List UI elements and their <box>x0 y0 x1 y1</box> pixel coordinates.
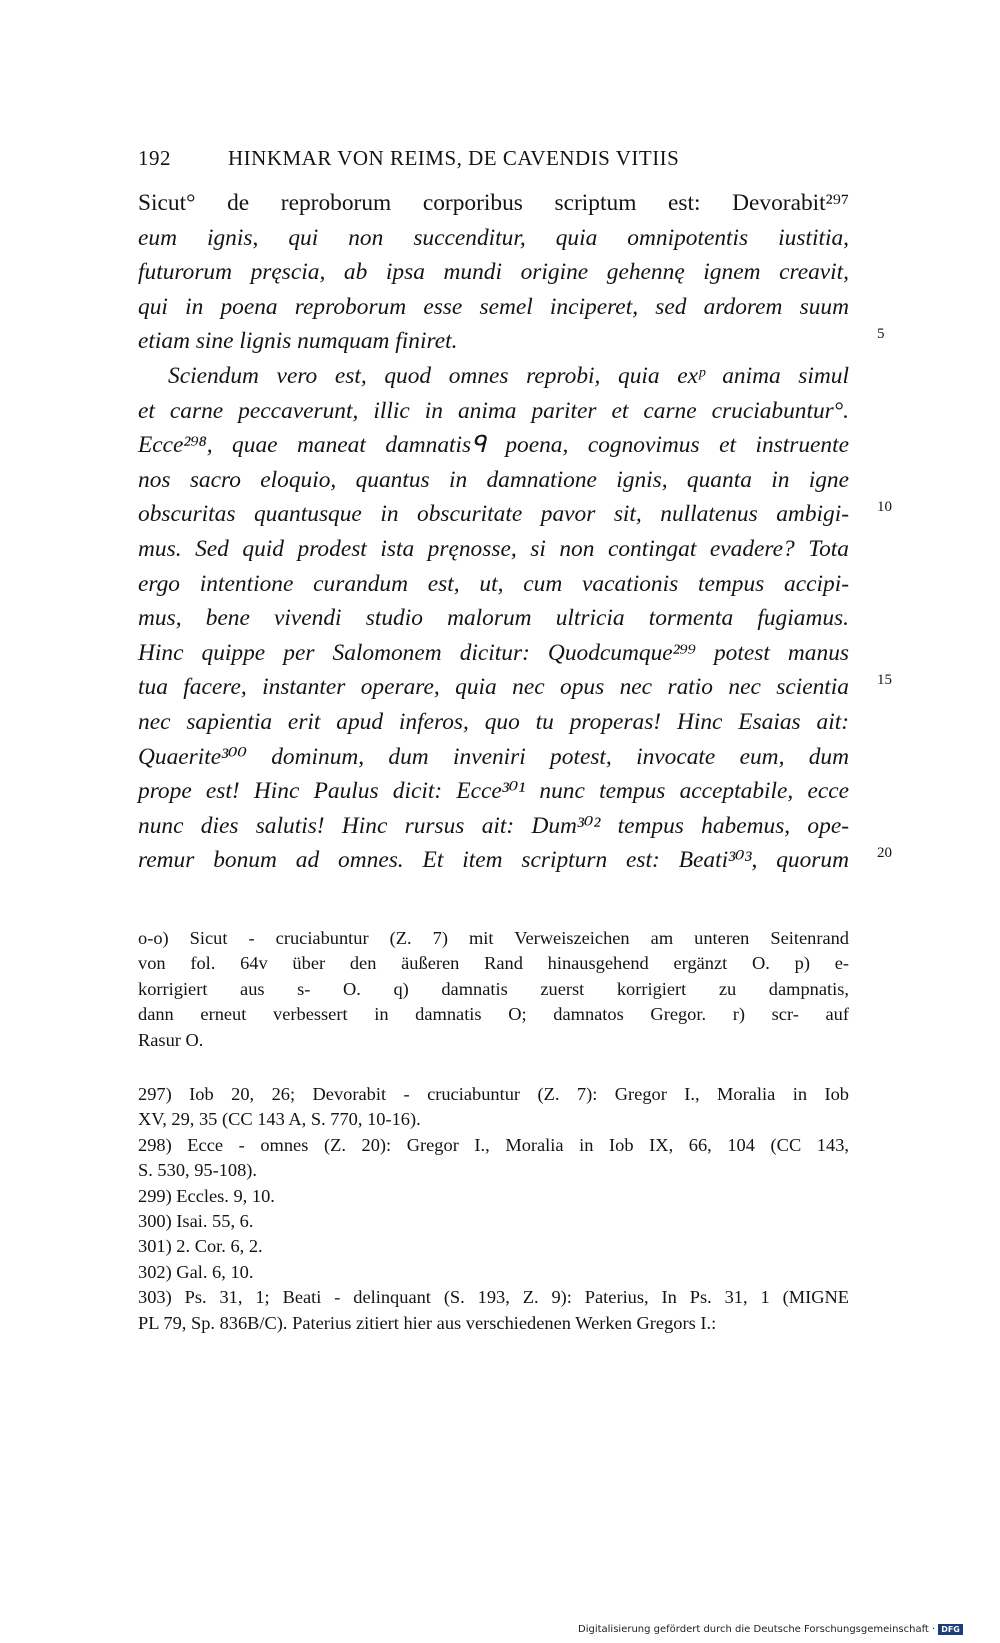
text-line: Quaerite³⁰⁰ dominum, dum inveniri potest, invocate eum, dum <box>138 743 849 770</box>
source-note-line: XV, 29, 35 (CC 143 A, S. 770, 10-16). <box>138 1109 421 1130</box>
source-note-line: 302) Gal. 6, 10. <box>138 1261 254 1282</box>
text-line: mus. Sed quid prodest ista pręnosse, si non contingat evadere? Tota <box>138 535 849 562</box>
apparatus-line: dann erneut verbessert in damnatis O; damnatos Gregor. r) scr- auf <box>138 1004 849 1025</box>
text-line: remur bonum ad omnes. Et item scripturn est: Beati³⁰³, quorum <box>138 847 849 874</box>
text-line: et carne peccaverunt, illic in anima pariter et carne cruciabuntur°. <box>138 397 849 424</box>
source-note-line: 299) Eccles. 9, 10. <box>138 1185 275 1206</box>
line-number: 5 <box>877 326 885 342</box>
source-notes <box>138 1082 849 1336</box>
text-line: eum ignis, qui non succenditur, quia omnipotentis iustitia, <box>138 224 849 251</box>
apparatus-line: Rasur O. <box>138 1029 204 1050</box>
text-line: futurorum pręscia, ab ipsa mundi origine gehennę ignem creavit, <box>138 259 849 286</box>
source-note-line: 297) Iob 20, 26; Devorabit - cruciabuntur (Z. 7): Gregor I., Moralia in Iob <box>138 1084 849 1104</box>
credit-text: Digitalisierung gefördert durch die Deutsche Forschungsgemeinschaft · <box>578 1624 936 1635</box>
source-note-line: 301) 2. Cor. 6, 2. <box>138 1236 263 1257</box>
source-note-line: S. 530, 95-108). <box>138 1160 258 1181</box>
source-note-line: 303) Ps. 31, 1; Beati - delinquant (S. 193, Z. 9): Paterius, In Ps. 31, 1 (MIGNE <box>138 1287 849 1308</box>
line-number: 10 <box>877 499 892 515</box>
text-line: Hinc quippe per Salomonem dicitur: Quodcumque²⁹⁹ potest manus <box>138 639 849 666</box>
text-line: nunc dies salutis! Hinc rursus ait: Dum³⁰² tempus habemus, ope- <box>138 812 849 839</box>
text-line: Ecce²⁹⁸, quae maneat damnatisᑫ poena, cognovimus et instruente <box>138 432 849 459</box>
text-line: tua facere, instanter operare, quia nec opus nec ratio nec scientia <box>138 674 849 701</box>
text-line: Sciendum vero est, quod omnes reprobi, quia exᵖ anima simul <box>168 362 849 389</box>
line-number: 20 <box>877 845 892 861</box>
main-text <box>138 186 849 878</box>
critical-apparatus <box>138 926 849 1053</box>
text-line: etiam sine lignis numquam finiret. <box>138 328 458 355</box>
text-line: mus, bene vivendi studio malorum ultricia tormenta fugiamus. <box>138 605 849 632</box>
source-note-line: 300) Isai. 55, 6. <box>138 1210 254 1231</box>
running-title: HINKMAR VON REIMS, DE CAVENDIS VITIIS <box>228 146 680 170</box>
apparatus-line: o-o) Sicut - cruciabuntur (Z. 7) mit Verweiszeichen am unteren Seitenrand <box>138 928 849 948</box>
line-number: 15 <box>877 672 892 688</box>
page-number: 192 <box>138 146 171 170</box>
text-line: nos sacro eloquio, quantus in damnatione ignis, quanta in igne <box>138 466 849 493</box>
apparatus-line: von fol. 64v über den äußeren Rand hinausgehend ergänzt O. p) e- <box>138 953 849 974</box>
text-line: obscuritas quantusque in obscuritate pavor sit, nullatenus ambigi- <box>138 501 849 528</box>
text-line: ergo intentione curandum est, ut, cum vacationis tempus accipi- <box>138 570 849 597</box>
dfg-logo: DFG <box>938 1624 963 1635</box>
digitization-credit <box>578 1624 963 1635</box>
source-note-line: 298) Ecce - omnes (Z. 20): Gregor I., Moralia in Iob IX, 66, 104 (CC 143, <box>138 1134 849 1155</box>
text-line: nec sapientia erit apud inferos, quo tu properas! Hinc Esaias ait: <box>138 708 849 735</box>
text-line: Sicut° de reproborum corporibus scriptum est: Devorabit²⁹⁷ <box>138 190 849 216</box>
text-line: qui in poena reproborum esse semel inciperet, sed ardorem suum <box>138 293 849 320</box>
source-note-line: PL 79, Sp. 836B/C). Paterius zitiert hier aus verschiedenen Werken Gregors I.: <box>138 1312 717 1333</box>
running-header <box>138 146 679 171</box>
text-line: prope est! Hinc Paulus dicit: Ecce³⁰¹ nunc tempus acceptabile, ecce <box>138 778 849 805</box>
apparatus-line: korrigiert aus s- O. q) damnatis zuerst korrigiert zu dampnatis, <box>138 978 849 999</box>
